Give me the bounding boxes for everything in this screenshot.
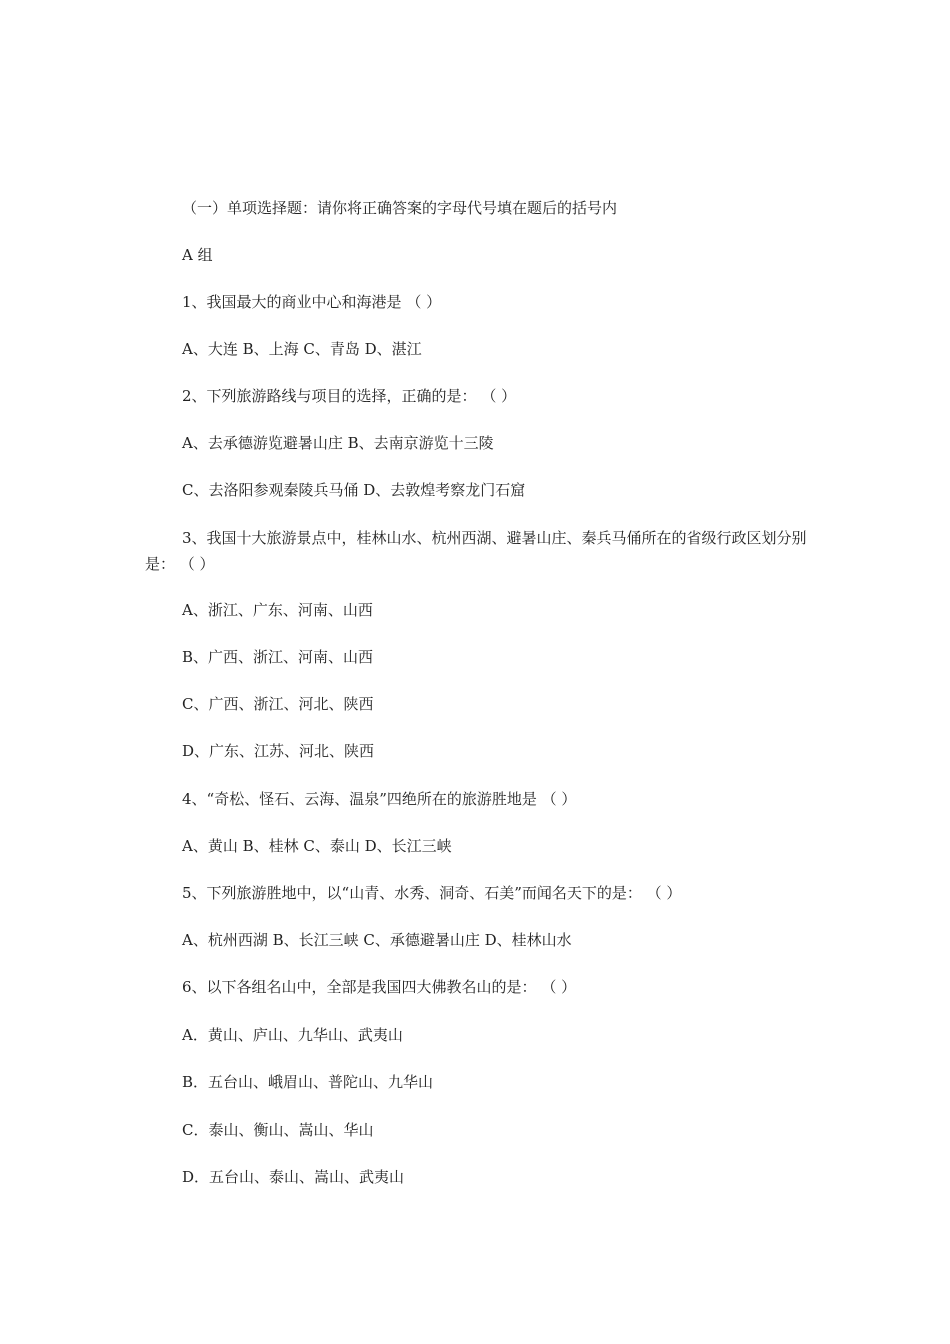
question-6-option-d: D．五台山、泰山、嵩山、武夷山 — [182, 1168, 405, 1186]
question-6-option-c: C．泰山、衡山、嵩山、华山 — [182, 1121, 374, 1139]
question-3-stem: 3、我国十大旅游景点中，桂林山水、杭州西湖、避暑山庄、秦兵马俑所在的省级行政区划分别是： （ ） — [145, 529, 807, 573]
section-heading: （一）单项选择题：请你将正确答案的字母代号填在题后的括号内 — [182, 199, 618, 217]
question-2-option-line-1: A、去承德游览避暑山庄 B、去南京游览十三陵 — [182, 434, 494, 452]
group-label: A 组 — [182, 246, 213, 264]
question-2-stem: 2、下列旅游路线与项目的选择，正确的是： （ ） — [182, 387, 517, 405]
question-6-option-b: B．五台山、峨眉山、普陀山、九华山 — [182, 1073, 434, 1091]
question-4-stem: 4、“奇松、怪石、云海、温泉”四绝所在的旅游胜地是 （ ） — [182, 790, 577, 808]
question-6-option-a: A．黄山、庐山、九华山、武夷山 — [182, 1026, 403, 1044]
question-5-option-line-1: A、杭州西湖 B、长江三峡 C、承德避暑山庄 D、桂林山水 — [182, 931, 572, 949]
question-2-option-line-2: C、去洛阳参观秦陵兵马俑 D、去敦煌考察龙门石窟 — [182, 481, 526, 499]
question-5-stem: 5、下列旅游胜地中，以“山青、水秀、洞奇、石美”而闻名天下的是： （ ） — [182, 884, 682, 902]
question-3-option-c: C、广西、浙江、河北、陕西 — [182, 695, 374, 713]
question-3-option-a: A、浙江、广东、河南、山西 — [182, 601, 373, 619]
question-3-option-b: B、广西、浙江、河南、山西 — [182, 648, 374, 666]
question-3-option-d: D、广东、江苏、河北、陕西 — [182, 742, 375, 760]
question-1-option-line-1: A、大连 B、上海 C、青岛 D、湛江 — [182, 340, 422, 358]
question-1-stem: 1、我国最大的商业中心和海港是 （ ） — [182, 293, 442, 311]
question-6-stem: 6、以下各组名山中，全部是我国四大佛教名山的是： （ ） — [182, 978, 577, 996]
question-4-option-line-1: A、黄山 B、桂林 C、泰山 D、长江三峡 — [182, 837, 452, 855]
